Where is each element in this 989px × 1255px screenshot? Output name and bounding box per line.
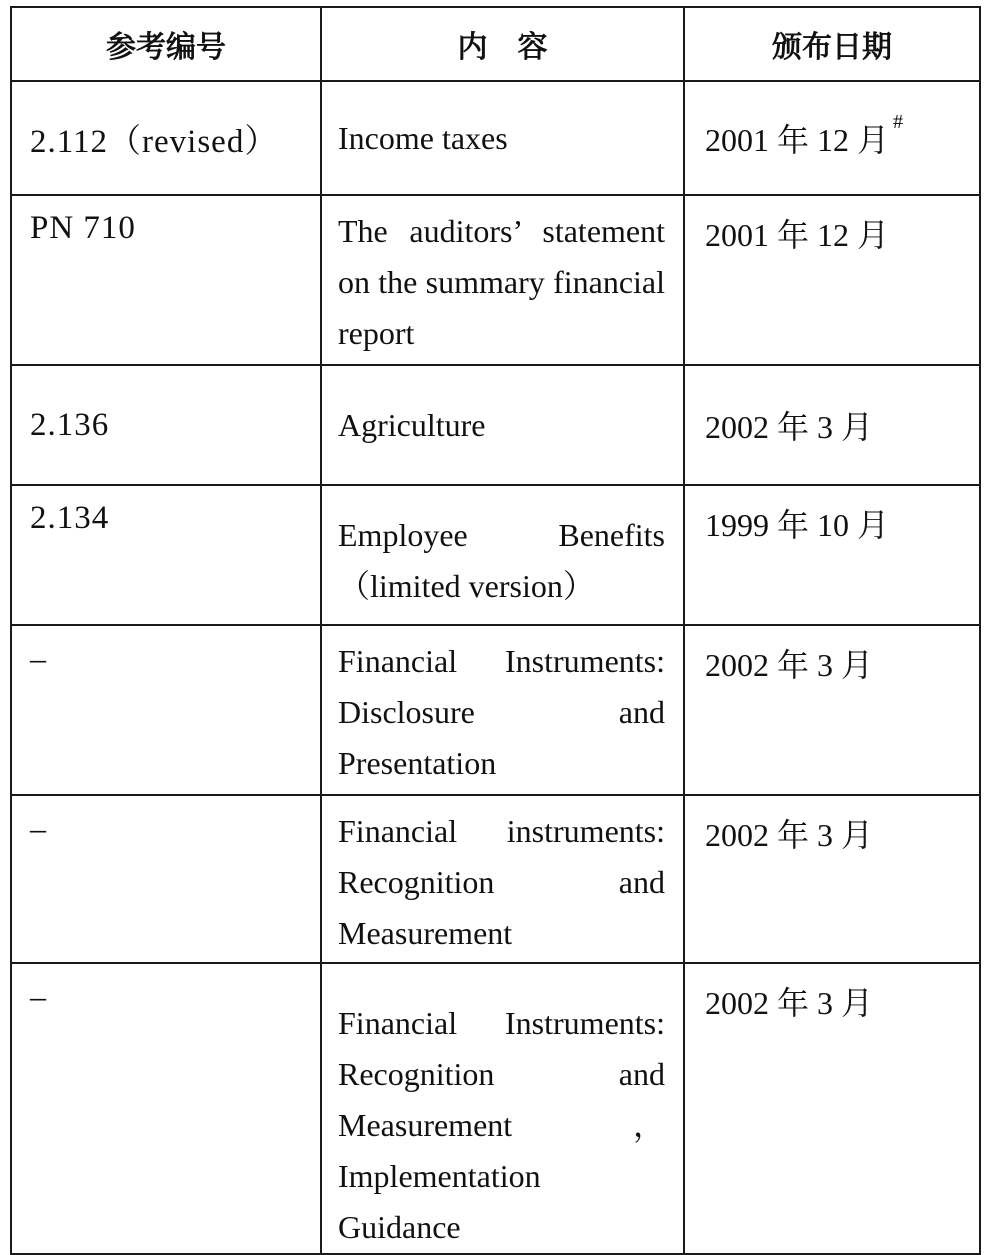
header-row <box>11 7 980 81</box>
date-cell <box>684 795 980 963</box>
ref-text: 2.136 <box>30 406 110 443</box>
date-text: 2001 年 12 月 <box>705 122 890 158</box>
ref-cell <box>11 795 321 963</box>
content-text: Agriculture <box>338 406 486 443</box>
ref-cell <box>11 195 321 365</box>
header-content: 内 容 <box>321 7 684 81</box>
header-ref: 参考编号 <box>11 7 321 81</box>
content-cell <box>321 195 684 365</box>
header-date: 颁布日期 <box>684 7 980 81</box>
ref-cell <box>11 365 321 485</box>
content-text: Employee Benefits（limited version） <box>338 517 665 604</box>
table-row <box>11 963 980 1254</box>
date-cell <box>684 625 980 795</box>
date-cell <box>684 81 980 195</box>
date-text: 1999 年 10 月 <box>705 507 890 543</box>
ref-cell <box>11 963 321 1254</box>
date-text: 2002 年 3 月 <box>705 647 874 683</box>
ref-cell <box>11 81 321 195</box>
ref-text: – <box>30 640 47 676</box>
content-text: Financial instruments: Recognition and Measurement <box>338 813 665 951</box>
content-cell <box>321 963 684 1254</box>
table-row <box>11 795 980 963</box>
table-row <box>11 195 980 365</box>
content-cell <box>321 365 684 485</box>
table-row <box>11 625 980 795</box>
date-text: 2002 年 3 月 <box>705 817 874 853</box>
standards-table <box>10 6 981 1255</box>
ref-cell <box>11 625 321 795</box>
date-cell <box>684 485 980 625</box>
ref-text: 2.112（revised） <box>30 123 279 160</box>
content-cell <box>321 485 684 625</box>
ref-text: – <box>30 810 47 846</box>
ref-text: 2.134 <box>30 500 110 536</box>
content-text: The auditors’ statement on the summary financial report <box>338 213 665 351</box>
content-cell <box>321 625 684 795</box>
content-text: Financial Instruments: Recognition and Measurement，Implementation Guidance <box>338 1005 665 1245</box>
table-row <box>11 81 980 195</box>
date-text: 2002 年 3 月 <box>705 985 874 1021</box>
ref-text: PN 710 <box>30 210 136 246</box>
content-cell <box>321 81 684 195</box>
ref-cell <box>11 485 321 625</box>
table-row <box>11 485 980 625</box>
date-cell <box>684 365 980 485</box>
date-cell <box>684 963 980 1254</box>
table-row <box>11 365 980 485</box>
date-text: 2002 年 3 月 <box>705 409 874 445</box>
date-text: 2001 年 12 月 <box>705 217 890 253</box>
content-text: Income taxes <box>338 119 508 156</box>
date-cell <box>684 195 980 365</box>
content-cell <box>321 795 684 963</box>
content-text: Financial Instruments: Disclosure and Presentation <box>338 643 665 781</box>
footnote-mark: # <box>893 111 904 133</box>
ref-text: – <box>30 978 47 1014</box>
